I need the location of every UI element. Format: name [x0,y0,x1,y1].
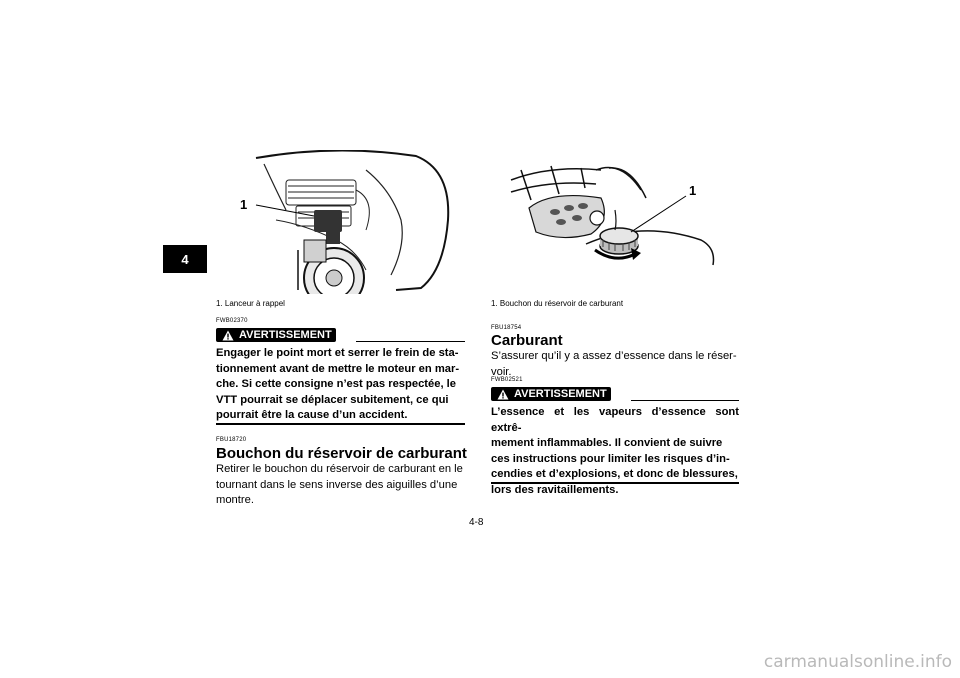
warning-line: ces instructions pour limiter les risques d’in- [491,452,730,465]
warning-triangle-icon [222,330,234,341]
figure-caption: 1. Bouchon du réservoir de carburant [491,299,624,308]
warning-rule [631,400,739,401]
section-title: Carburant [491,332,563,349]
body-line: tournant dans le sens inverse des aiguilles d’une [216,478,458,491]
warning-bottom-rule [491,482,739,484]
warning-code: FWB02370 [216,318,248,324]
warning-text [216,346,465,424]
warning-bottom-rule [216,423,465,425]
warning-line: tionnement avant de mettre le moteur en mar- [216,362,460,375]
recoil-starter-figure [216,150,465,294]
chapter-tab [163,245,207,273]
figure-callout-1: 1 [240,197,248,212]
warning-header [216,328,465,342]
warning-label-text: AVERTISSEMENT [514,388,607,400]
warning-text [491,405,739,498]
warning-line: cendies et d’explosions, et donc de blessures, [491,468,738,480]
warning-code: FWB02521 [491,377,523,383]
warning-line: che. Si cette consigne n’est pas respectée, le [216,378,457,390]
warning-label-text: AVERTISSEMENT [239,329,332,341]
body-line: Retirer le bouchon du réservoir de carburant en le [216,463,463,475]
body-line: montre. [216,494,254,506]
warning-line: pourrait être la cause d’un accident. [216,409,408,421]
section-body [491,349,739,380]
warning-label [491,387,611,401]
chapter-number: 4 [181,251,189,267]
warning-rule [356,341,465,342]
warning-line: Engager le point mort et serrer le frein de sta- [216,347,459,359]
section-code: FBU18720 [216,437,247,443]
fuel-cap-figure [491,150,739,294]
section-body [216,462,465,509]
watermark[interactable]: carmanualsonline.info [763,652,952,672]
figure-callout-1: 1 [689,183,697,198]
warning-line: L’essence et les vapeurs d’essence sont extrê- [491,406,739,434]
figure-caption: 1. Lanceur à rappel [216,299,285,308]
warning-line: mement inflammables. Il convient de suivre [491,437,723,449]
body-line: S’assurer qu’il y a assez d’essence dans le réser- [491,350,737,362]
body-line: voir. [491,365,512,378]
warning-triangle-icon [497,389,509,400]
warning-line: lors des ravitaillements. [491,483,619,496]
section-code: FBU18754 [491,325,522,331]
warning-label [216,328,336,342]
warning-line: VTT pourrait se déplacer subitement, ce qui [216,393,449,406]
warning-header [491,387,739,401]
section-title: Bouchon du réservoir de carburant [216,445,467,462]
page-number: 4-8 [469,517,484,528]
